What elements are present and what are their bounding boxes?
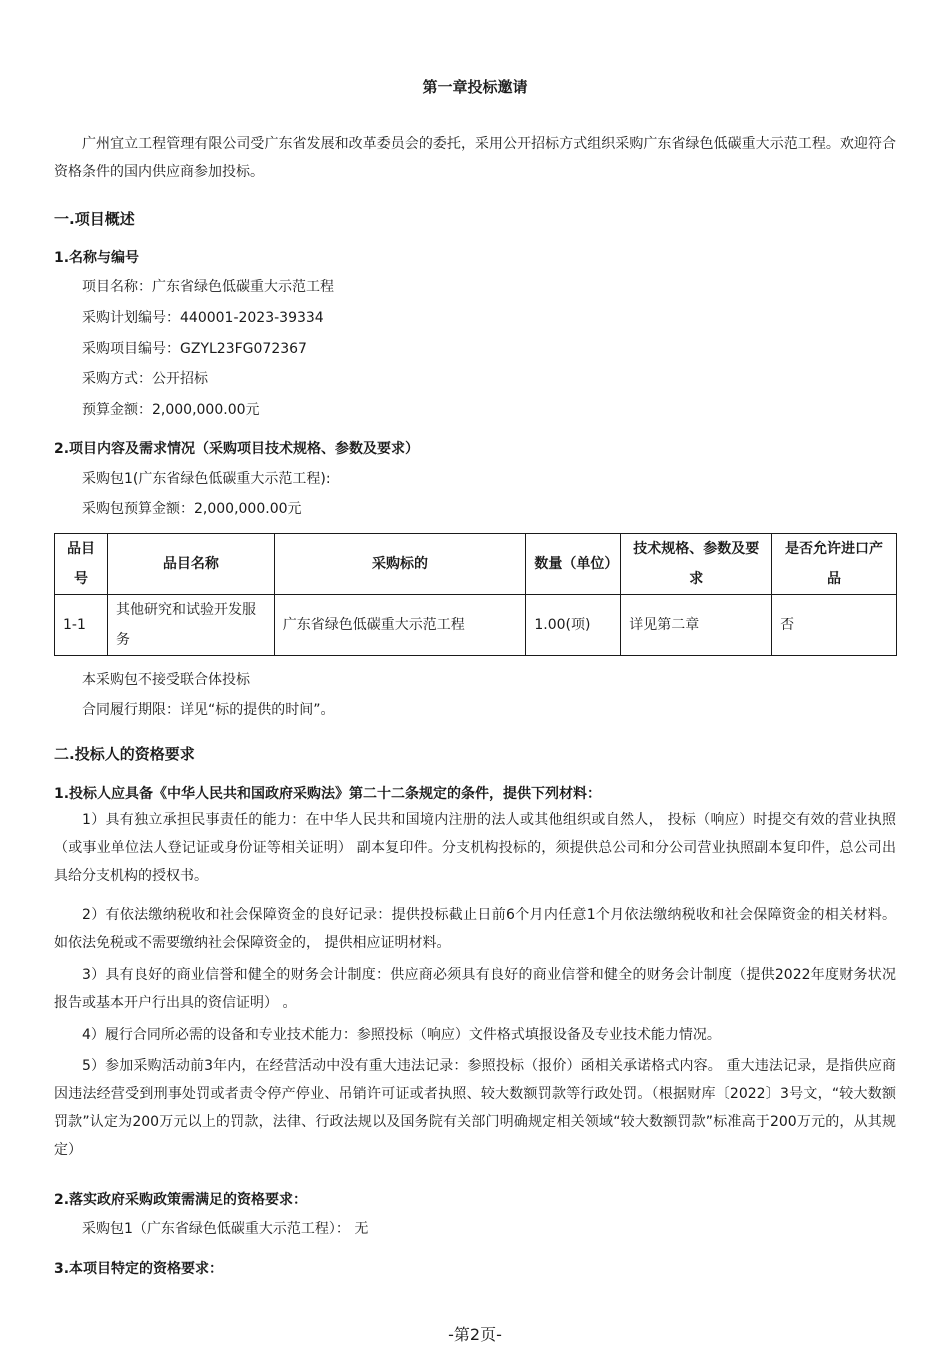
page-title: 第一章投标邀请: [422, 78, 528, 96]
cell-quantity: 1.00(项): [526, 595, 621, 656]
cell-subject: 广东省绿色低碳重大示范工程: [274, 595, 526, 656]
items-table: [54, 533, 897, 656]
subsection-1-2-heading: 2.项目内容及需求情况（采购项目技术规格、参数及要求）: [54, 441, 420, 457]
header-spec: 技术规格、参数及要求: [621, 534, 772, 595]
cell-spec: 详见第二章: [621, 595, 772, 656]
header-item-no: 品目号: [55, 534, 108, 595]
page-number: -第2页-: [448, 1325, 502, 1344]
procurement-method: 采购方式：公开招标: [82, 371, 208, 387]
table-row: [55, 595, 897, 656]
requirement-item-5: 5）参加采购活动前3年内，在经营活动中没有重大违法记录：参照投标（报价）函相关承诺格式内容。 重大违法记录，是指供应商因违法经营受到刑事处罚或者责令停产停业、吊销许可证或者执照、较大数额罚款等行政处罚。（根据财库〔2022〕3号文，“较大数额罚款”认定为200万元以上的罚款，法律、行政法规以及国务院有关部门明确规定相关领域“较大数额罚款”标准高于200万元的，从其规定）: [54, 1058, 896, 1158]
header-import: 是否允许进口产品: [772, 534, 897, 595]
cell-item-name: 其他研究和试验开发服务: [107, 595, 274, 656]
subsection-2-1-heading: 1.投标人应具备《中华人民共和国政府采购法》第二十二条规定的条件，提供下列材料：: [54, 786, 602, 802]
subsection-2-2-heading: 2.落实政府采购政策需满足的资格要求：: [54, 1192, 308, 1208]
header-quantity: 数量（单位）: [526, 534, 621, 595]
header-subject: 采购标的: [274, 534, 526, 595]
requirement-item-4: 4）履行合同所必需的设备和专业技术能力：参照投标（响应）文件格式填报设备及专业技术能力情况。: [82, 1027, 721, 1043]
table-header-row: [55, 534, 897, 595]
budget-amount: 预算金额：2,000,000.00元: [82, 402, 260, 418]
section-1-heading: 一.项目概述: [54, 210, 135, 228]
package-title: 采购包1(广东省绿色低碳重大示范工程):: [82, 471, 331, 487]
plan-number: 采购计划编号：440001-2023-39334: [82, 310, 324, 326]
project-number: 采购项目编号：GZYL23FG072367: [82, 341, 307, 357]
cell-item-no: 1-1: [55, 595, 108, 656]
package-budget: 采购包预算金额：2,000,000.00元: [82, 501, 302, 517]
requirement-item-1: 1）具有独立承担民事责任的能力：在中华人民共和国境内注册的法人或其他组织或自然人， 投标（响应）时提交有效的营业执照（或事业单位法人登记证或身份证等相关证明） 副本复印件。分支机构投标的，须提供总公司和分公司营业执照副本复印件，总公司出具给分支机构的授权书。: [54, 812, 896, 884]
cell-import: 否: [772, 595, 897, 656]
section-2-heading: 二.投标人的资格要求: [54, 745, 195, 763]
policy-requirement: 采购包1（广东省绿色低碳重大示范工程）： 无: [82, 1221, 369, 1237]
intro-paragraph: 广州宜立工程管理有限公司受广东省发展和改革委员会的委托，采用公开招标方式组织采购广东省绿色低碳重大示范工程。欢迎符合资格条件的国内供应商参加投标。: [54, 136, 896, 180]
project-name: 项目名称：广东省绿色低碳重大示范工程: [82, 279, 334, 295]
requirement-item-3: 3）具有良好的商业信誉和健全的财务会计制度：供应商必须具有良好的商业信誉和健全的财务会计制度（提供2022年度财务状况报告或基本开户行出具的资信证明） 。: [54, 967, 896, 1011]
subsection-2-3-heading: 3.本项目特定的资格要求：: [54, 1261, 224, 1277]
contract-period: 合同履行期限：详见“标的提供的时间”。: [82, 702, 335, 718]
no-consortium-note: 本采购包不接受联合体投标: [82, 672, 250, 688]
subsection-1-1-heading: 1.名称与编号: [54, 250, 140, 266]
header-item-name: 品目名称: [107, 534, 274, 595]
requirement-item-2: 2）有依法缴纳税收和社会保障资金的良好记录：提供投标截止日前6个月内任意1个月依法缴纳税收和社会保障资金的相关材料。 如依法免税或不需要缴纳社会保障资金的， 提供相应证明材料。: [54, 907, 896, 951]
